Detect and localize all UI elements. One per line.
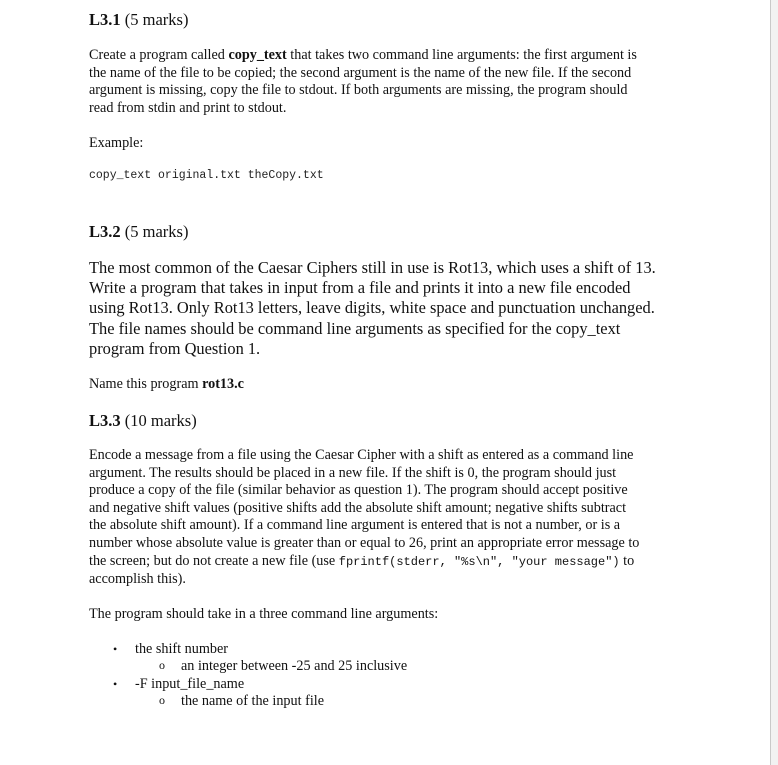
- paragraph-line: the absolute shift amount). If a command line argument is entered that is not a number, or is a: [89, 517, 621, 534]
- heading-marks: (5 marks): [124, 10, 189, 29]
- paragraph-line: read from stdin and print to stdout.: [89, 99, 287, 116]
- paragraph-line: produce a copy of the file (similar behavior as question 1). The program should accept positive: [89, 482, 628, 499]
- program-filename: rot13.c: [202, 376, 244, 392]
- paragraph-line: program from Question 1.: [89, 338, 261, 358]
- example-label: Example:: [89, 135, 144, 151]
- example-code: copy_text original.txt theCopy.txt: [89, 169, 324, 182]
- paragraph-line: number whose absolute value is greater than or equal to 26, print an appropriate error message to: [89, 534, 640, 551]
- paragraph-l3-2: [89, 258, 656, 359]
- list-item: -F input_file_name: [135, 676, 245, 692]
- program-name-line: Name this program rot13.c: [89, 376, 244, 392]
- paragraph-line: argument. The results should be placed in a new file. If the shift is 0, the program should just: [89, 464, 617, 481]
- paragraph-l3-1: [89, 47, 637, 117]
- inline-code: fprintf(stderr, "%s\n", "your message"): [338, 554, 620, 569]
- paragraph-line: The most common of the Caesar Ciphers still in use is Rot13, which uses a shift of 13.: [89, 258, 656, 277]
- heading-title: L3.3: [89, 411, 121, 430]
- viewer-scroll-edge: [770, 0, 778, 765]
- heading-title: L3.2: [89, 222, 121, 241]
- paragraph-line: argument is missing, copy the file to stdout. If both arguments are missing, the program should: [89, 82, 628, 99]
- bullet-dot: •: [113, 642, 118, 656]
- sub-bullet-circle: o: [159, 693, 165, 707]
- paragraph-line: and negative shift values (positive shifts add the absolute shift amount; negative shifts subtract: [89, 499, 627, 516]
- list-item: the shift number: [135, 641, 228, 657]
- paragraph-line: the screen; but do not create a new file (use fprintf(stderr, "%s\n", "your message") to: [89, 552, 635, 569]
- paragraph-line: using Rot13. Only Rot13 letters, leave digits, white space and punctuation unchanged.: [89, 298, 655, 318]
- paragraph-line: the name of the file to be copied; the second argument is the name of the new file. If the second: [89, 64, 632, 81]
- sub-bullet-circle: o: [159, 658, 165, 672]
- section-heading-l3-3: [89, 411, 197, 431]
- section-heading-l3-1: [89, 10, 188, 30]
- program-name: copy_text: [228, 47, 287, 63]
- bullet-dot: •: [113, 677, 118, 691]
- paragraph-line: Create a program called copy_text that takes two command line arguments: the first argument is: [89, 47, 637, 63]
- paragraph-line: Encode a message from a file using the Caesar Cipher with a shift as entered as a command line: [89, 447, 634, 463]
- section-heading-l3-2: [89, 222, 188, 242]
- heading-title: L3.1: [89, 10, 121, 29]
- paragraph-line: Write a program that takes in input from a file and prints it into a new file encoded: [89, 278, 631, 298]
- args-intro: The program should take in a three command line arguments:: [89, 606, 439, 622]
- heading-marks: (5 marks): [124, 222, 189, 241]
- sub-list-item: the name of the input file: [181, 693, 325, 709]
- paragraph-l3-3: [89, 447, 639, 589]
- paragraph-line: The file names should be command line arguments as specified for the copy_text: [89, 318, 621, 338]
- sub-list-item: an integer between -25 and 25 inclusive: [181, 658, 408, 674]
- paragraph-line: accomplish this).: [89, 571, 186, 588]
- heading-marks: (10 marks): [124, 411, 197, 430]
